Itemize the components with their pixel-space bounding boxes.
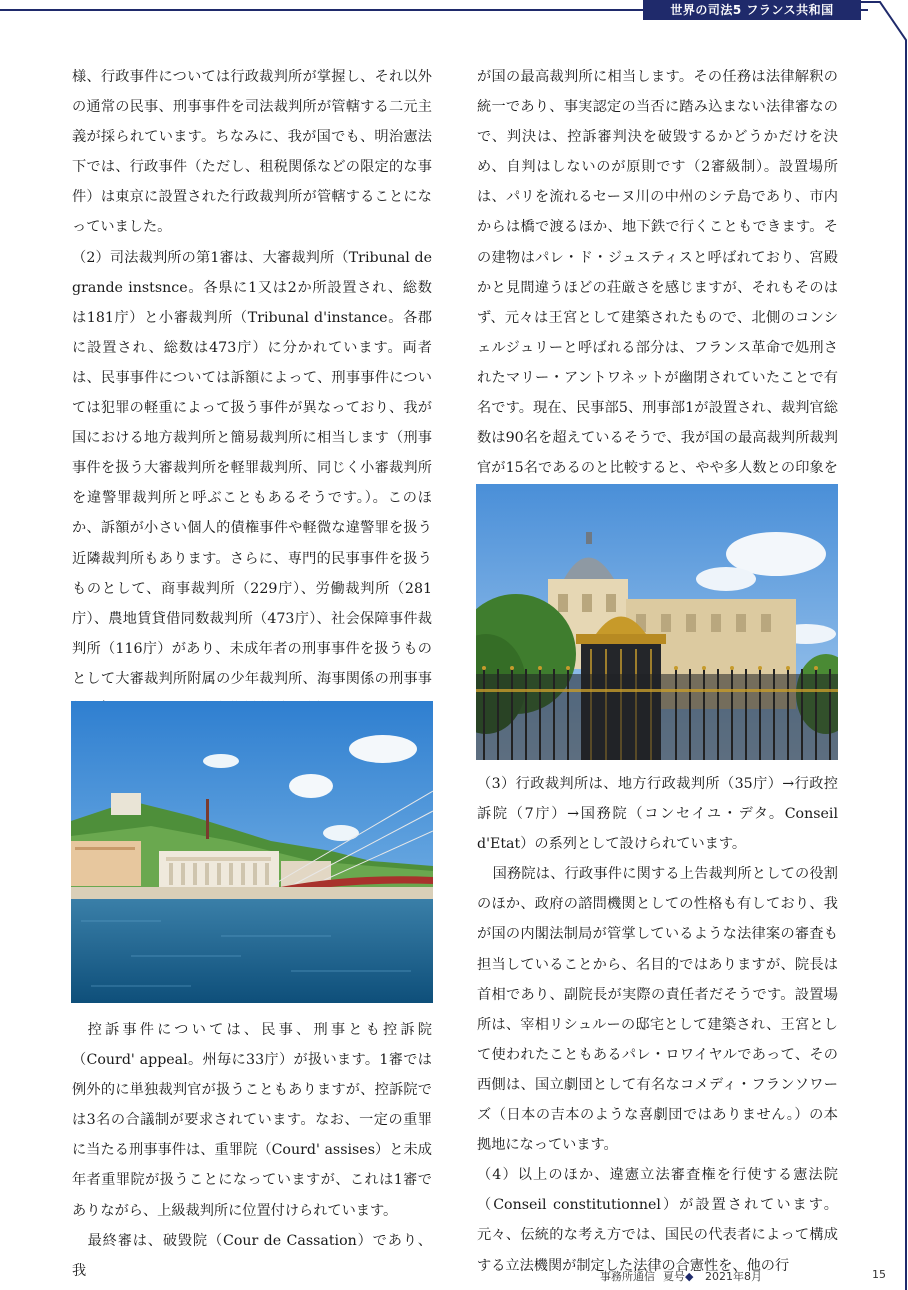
palais-de-justice-photo <box>476 484 838 760</box>
body-paragraph: （2）司法裁判所の第1審は、大審裁判所（Tribunal de grande instsnce。各県に1又は2か所設置され、総数は181庁）と小審裁判所（Tribunal d'instance。各郡に設置され、総数は473庁）に分かれています。両者は、民事事件については訴額によって、刑事事件については犯罪の軽重によって扱う事件が異なっており、我が国における地方裁判所と簡易裁判所に相当します（刑事事件を扱う大審裁判所を軽罪裁判所、同じく小審裁判所を違警罪裁判所と呼ぶこともあるそうです。）。このほか、訴額が小さい個人的債権事件や軽微な違警罪を扱う近隣裁判所もあります。さらに、専門的民事事件を扱うものとして、商事裁判所（229庁）、労働裁判所（281庁）、農地賃貸借同数裁判所（473庁）、社会保障事件裁判所（116庁）があり、未成年者の刑事事件を扱うものとして大審裁判所附属の少年裁判所、海事関係の刑事事 <box>72 249 432 687</box>
body-paragraph: 最終審は、破毀院（Cour de Cassation）であり、我 <box>72 1232 432 1279</box>
body-paragraph: 国務院は、行政事件に関する上告裁判所としての役割のほか、政府の諮問機関としての性格も有しており、我が国の内閣法制局が管掌しているような法律案の審査も担当していることから、名目的ではありますが、院長は首相であり、副院長が実際の責任者だそうです。設置場所は、宰相リシュルーの邸宅として建築され、王宮として使われたこともあるパレ・ロワイヤルであって、その西側は、国立劇団として有名なコメディ・フランソワーズ（日本の吉本のような喜劇団ではありません。）の本拠地になっています。 <box>477 866 838 1154</box>
page-number: 15 <box>872 1268 886 1281</box>
body-paragraph: 控訴事件については、民事、刑事とも控訴院（Courd' appeal。州毎に33庁）が扱います。1審では例外的に単独裁判官が扱うこともありますが、控訴院では3名の合議制が要求されています。なお、一定の重罪に当たる刑事事件は、重罪院（Courd' assises）と未成年者重罪院が扱うことになっていますが、これは1審でありながら、上級裁判所に位置付けられています。 <box>72 1022 432 1219</box>
page-footer <box>600 1268 890 1284</box>
body-paragraph: （3）行政裁判所は、地方行政裁判所（35庁）→行政控訴院（7庁）→国務院（コンセイユ・デタ。Conseil d'Etat）の系列として設けられています。 <box>477 776 838 853</box>
footer-publication: 事務所通信 <box>600 1270 655 1283</box>
left-column-top <box>72 62 432 724</box>
footer-date: 2021年8月 <box>704 1270 762 1283</box>
body-paragraph: 様、行政事件については行政裁判所が掌握し、それ以外の通常の民事、刑事事件を司法裁判所が管轄する二元主義が採られています。ちなみに、我が国でも、明治憲法下では、行政事件（ただし、租税関係などの限定的な事件）は東京に設置された行政裁判所が管轄することになっていました。 <box>72 69 432 236</box>
right-column-top <box>477 62 838 513</box>
right-column-bottom <box>477 769 838 1281</box>
lyon-courthouse-photo <box>71 701 433 1003</box>
body-paragraph: （4）以上のほか、違憲立法審査権を行使する憲法院（Conseil constitutionnel）が設置されています。元々、伝統的な考え方では、国民の代表者によって構成する立法機関が制定した法律の合憲性を、他の行 <box>477 1167 838 1274</box>
left-column-bottom <box>72 1015 432 1286</box>
body-paragraph: が国の最高裁判所に相当します。その任務は法律解釈の統一であり、事実認定の当否に踏み込まない法律審なので、判決は、控訴審判決を破毀するかどうかだけを決め、自判はしないのが原則です（2審級制）。設置場所は、パリを流れるセーヌ川の中州のシテ島であり、市内からは橋で渡るほか、地下鉄で行くこともできます。その建物はパレ・ド・ジュスティスと呼ばれており、宮殿かと見間違うほどの荘厳さを感じますが、それもそのはず、元々は王宮として建築されたもので、北側のコンシェルジュリーと呼ばれる部分は、フランス革命で処刑されたマリー・アントワネットが幽閉されていたことで有名です。現在、民事部5、刑事部1が設置され、裁判官総数は90名を超えているそうで、我が国の最高裁判所裁判官が15名であるのと比較すると、やや多人数との印象を <box>477 69 838 477</box>
diamond-icon: ◆ <box>685 1270 694 1283</box>
page-corner-decoration <box>840 0 908 1290</box>
footer-issue: 夏号 <box>663 1270 685 1283</box>
section-title-tab: 世界の司法5 フランス共和国 <box>643 0 861 20</box>
